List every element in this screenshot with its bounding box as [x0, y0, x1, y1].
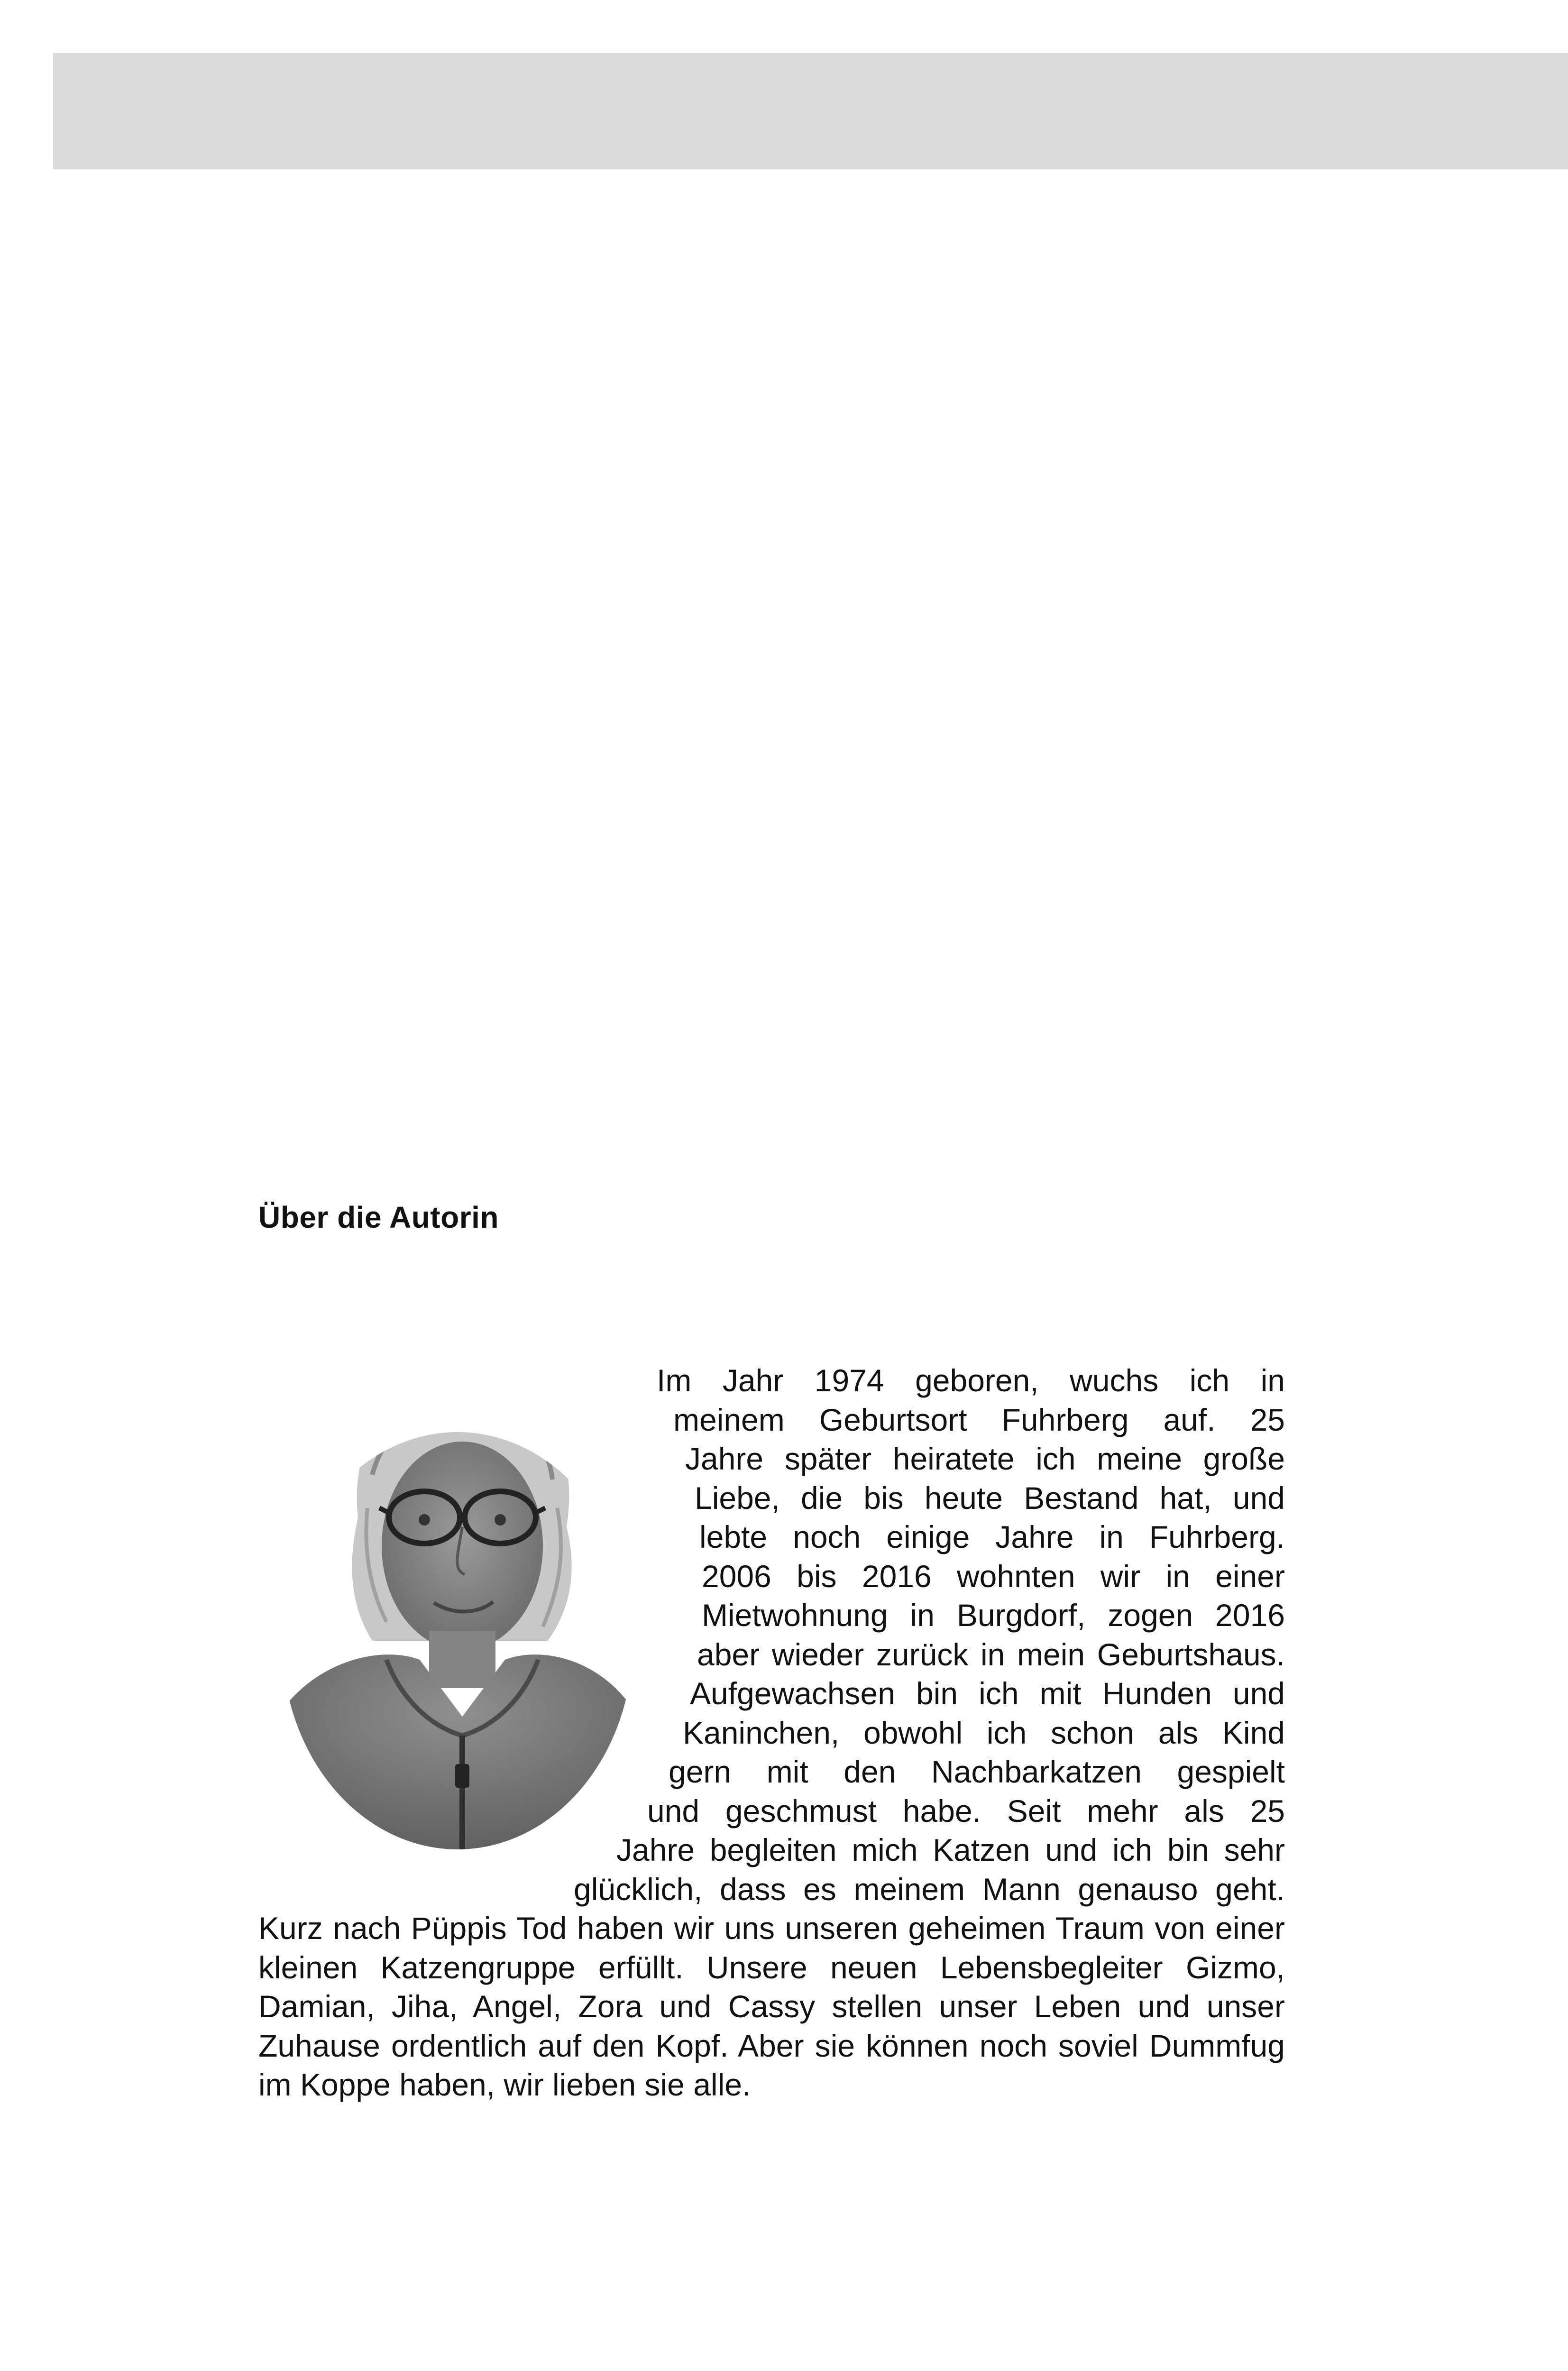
bio-line: im Koppe haben, wir lieben sie alle. [258, 2067, 751, 2102]
bio-line: lebte noch einige Jahre in Fuhrberg. [699, 1519, 1285, 1554]
bio-line: glücklich, dass es meinem Mann genauso geht. [574, 1871, 1285, 1907]
bio-line: Mietwohnung in Burgdorf, zogen 2016 [702, 1598, 1285, 1633]
bio-line: gern mit den Nachbarkatzen gespielt [669, 1754, 1285, 1789]
bio-line: Jahre später heiratete ich meine große [685, 1441, 1285, 1476]
bio-line: Liebe, die bis heute Bestand hat, und [695, 1480, 1285, 1516]
bio-line: Im Jahr 1974 geboren, wuchs ich in [657, 1363, 1285, 1398]
bio-line: Zuhause ordentlich auf den Kopf. Aber sie können noch soviel Dummfug [258, 2028, 1285, 2063]
bio-line: 2006 bis 2016 wohnten wir in einer [702, 1558, 1285, 1594]
bio-line: und geschmust habe. Seit mehr als 25 [647, 1793, 1285, 1829]
bio-line: meinem Geburtsort Fuhrberg auf. 25 [673, 1402, 1285, 1437]
author-portrait [277, 1356, 638, 1849]
bio-line: Kaninchen, obwohl ich schon als Kind [683, 1715, 1285, 1750]
bio-line: Jahre begleiten mich Katzen und ich bin sehr [616, 1832, 1285, 1867]
section-heading: Über die Autorin [258, 1200, 499, 1234]
bio-line: Damian, Jiha, Angel, Zora und Cassy stellen unser Leben und unser [258, 1989, 1285, 2024]
bio-line: Aufgewachsen bin ich mit Hunden und [690, 1676, 1285, 1711]
bio-line: aber wieder zurück in mein Geburtshaus. [697, 1636, 1285, 1672]
bio-line: Kurz nach Püppis Tod haben wir uns unseren geheimen Traum von einer [258, 1911, 1285, 1946]
top-gray-band [53, 53, 1568, 169]
bio-line: kleinen Katzengruppe erfüllt. Unsere neuen Lebensbegleiter Gizmo, [258, 1949, 1285, 1985]
